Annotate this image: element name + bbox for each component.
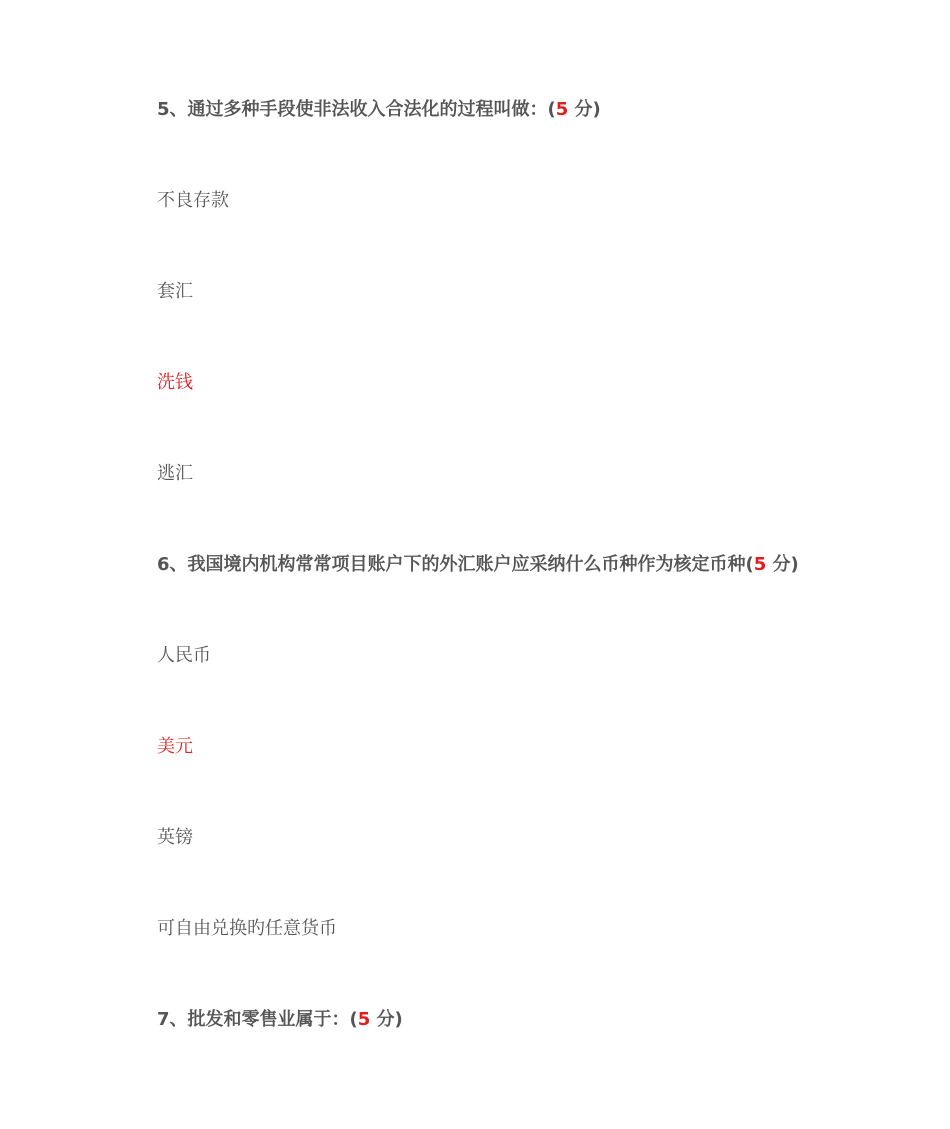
question-6-suffix: 分): [766, 554, 799, 575]
question-7-score: 5: [357, 1009, 371, 1030]
question-5-prefix: 5、通过多种手段使非法收入合法化的过程叫做：(: [157, 99, 556, 120]
question-6-option-d: 可自由兑换旳任意货币: [157, 918, 337, 939]
question-5-option-c-correct: 洗钱: [157, 372, 193, 393]
question-5-option-d: 逃汇: [157, 463, 193, 484]
question-5-score: 5: [555, 99, 569, 120]
question-6-option-a: 人民币: [157, 645, 211, 666]
question-6-prefix: 6、我国境内机构常常项目账户下的外汇账户应采纳什么币种作为核定币种(: [157, 554, 754, 575]
question-5-title: [157, 98, 601, 122]
question-5-option-b: 套汇: [157, 281, 193, 302]
question-7-prefix: 7、批发和零售业属于：(: [157, 1009, 358, 1030]
question-6-option-b-correct: 美元: [157, 736, 193, 757]
question-7-title: [157, 1008, 403, 1032]
question-6-score: 5: [753, 554, 767, 575]
question-7-suffix: 分): [370, 1009, 403, 1030]
question-5-suffix: 分): [568, 99, 601, 120]
question-6-option-c: 英镑: [157, 827, 193, 848]
question-6-title: [157, 553, 799, 577]
question-5-option-a: 不良存款: [157, 190, 229, 211]
